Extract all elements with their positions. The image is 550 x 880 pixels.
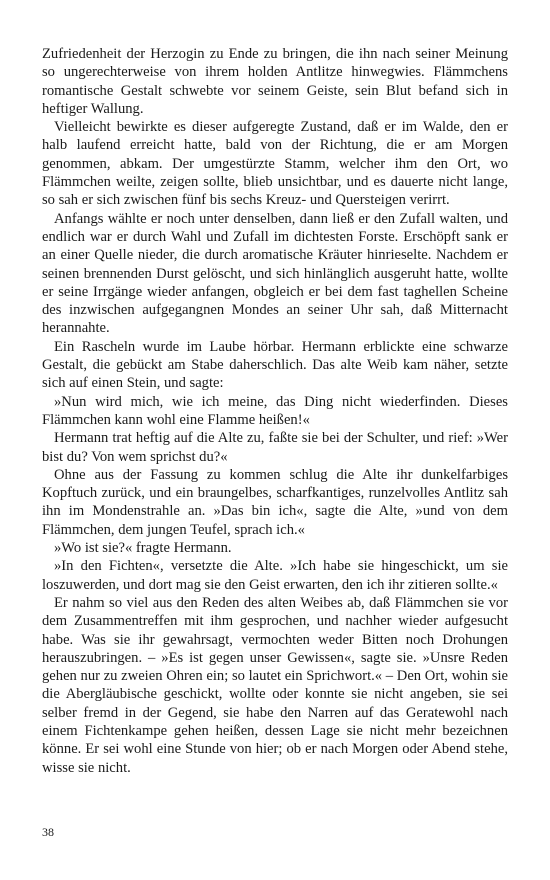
paragraph-7: Ohne aus der Fassung zu kommen schlug die Alte ihr dunkelfarbiges Kopftuch zurück, und ein braungelbes, scharfkantiges, runzelvolles Antlitz sah ihn im Mondenstrahle an. »Das bin ich«, sagte die Alte, »und von dem Flämmchen, dem jungen Teufel, sprach ich.« — [42, 466, 508, 538]
paragraph-5: »Nun wird mich, wie ich meine, das Ding nicht wiederfinden. Dieses Flämmchen kann wohl eine Flamme heißen!« — [42, 393, 508, 428]
paragraph-2: Vielleicht bewirkte es dieser aufgeregte Zustand, daß er im Walde, den er halb laufend erreicht hatte, bald von der Richtung, die er am Morgen genommen, abkam. Der umgestürzte Stamm, welcher ihm den Ort, wo Flämmchen weilte, zeigen sollte, blieb unsichtbar, und es dauerte nicht lange, so sah er sich zwischen fünf bis sechs Kreuz- und Quersteigen verirrt. — [42, 119, 508, 209]
paragraph-10: Er nahm so viel aus den Reden des alten Weibes ab, daß Flämmchen sie vor dem Zusammentreffen mit ihm gesprochen, und nachher wieder aufgesucht habe. Was sie ihr gewahrsagt, vermochten weder Bitten noch Drohungen herauszubringen. – »Es ist gegen unser Gewissen«, sagte sie. »Unsre Reden gehen nur zu zweien Ohren ein; so lautet ein Sprichwort.« – Den Ort, wohin sie die Abergläubische geschickt, wollte oder konnte sie nicht angeben, sie sei selber fremd in der Gegend, sie habe den Narren auf das Geratewohl nach einem Fichtenkampe gehen heißen, dessen Lage sie nicht mehr bezeichnen könne. Er sei wohl eine Stunde von hier; ob er nach Morgen oder Abend stehe, wisse sie nicht. — [42, 594, 508, 776]
paragraph-8: »Wo ist sie?« fragte Hermann. — [54, 540, 232, 557]
paragraph-3: Anfangs wählte er noch unter denselben, dann ließ er den Zufall walten, und endlich war er durch Wahl und Zufall im dichtesten Forste. Erschöpft sank er an einer Quelle nieder, die durch aromatische Kräuter hinrieselte. Nachdem er seinen brennenden Durst gelöscht, und sich hinlänglich ausgeruht hatte, wollte er seine Irrgänge wieder anfangen, obgleich er bei dem fast taghellen Scheine des inzwischen aufgegangnen Mondes an seiner Uhr sah, daß Mitternacht herannahte. — [42, 210, 508, 337]
paragraph-4: Ein Rascheln wurde im Laube hörbar. Hermann erblickte eine schwarze Gestalt, die gebückt am Stabe daherschlich. Das alte Weib kam näher, setzte sich auf einen Stein, und sagte: — [42, 338, 508, 392]
paragraph-1: Zufriedenheit der Herzogin zu Ende zu bringen, die ihn nach seiner Meinung so ungerechterweise von ihrem holden Antlitze hinwegwies. Flämmchens romantische Gestalt schwebte vor seinem Geiste, sein Blut befand sich in heftiger Wallung. — [42, 46, 508, 117]
page-number: 38 — [42, 825, 54, 839]
page-body — [42, 45, 508, 777]
paragraph-6: Hermann trat heftig auf die Alte zu, faßte sie bei der Schulter, und rief: »Wer bist du? Von wem sprichst du?« — [42, 430, 508, 465]
paragraph-9: »In den Fichten«, versetzte die Alte. »Ich habe sie hingeschickt, um sie loszuwerden, und dort mag sie den Geist erwarten, den ich ihr zitieren sollte.« — [42, 558, 508, 593]
